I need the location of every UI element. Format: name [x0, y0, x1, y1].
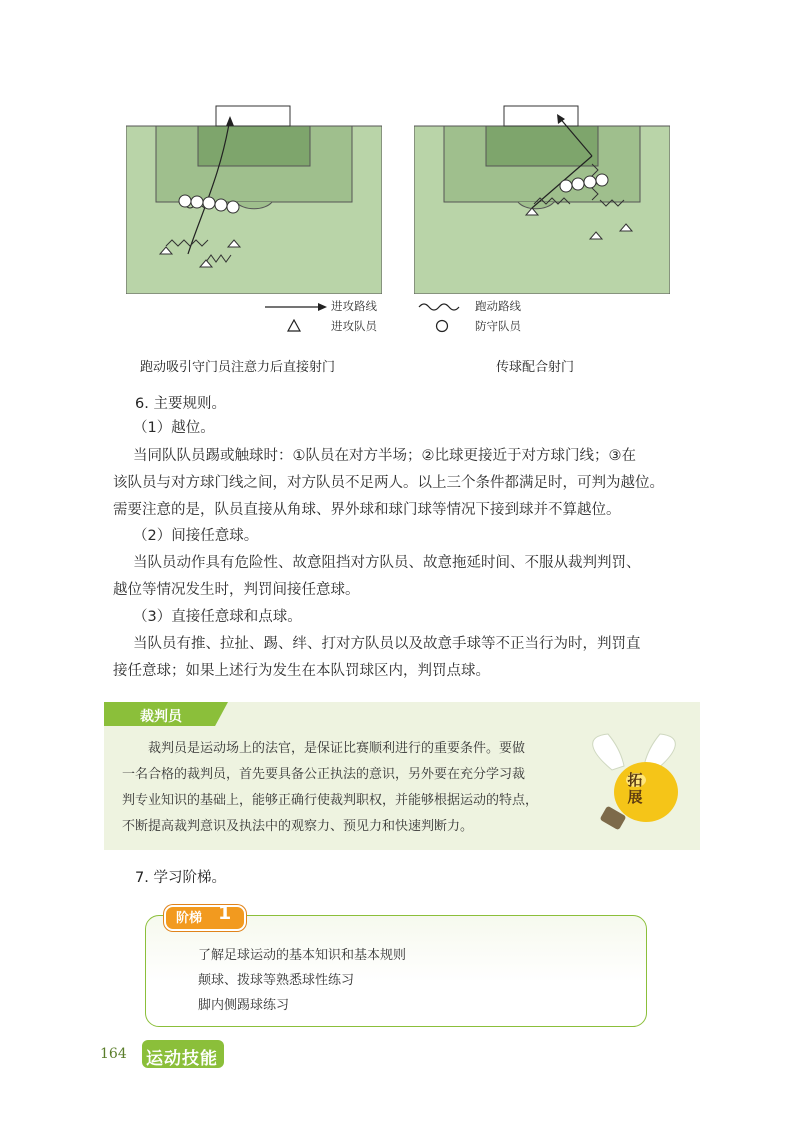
section-title: 运动技能 [146, 1049, 218, 1069]
legend-attack-route: 进攻路线 [331, 299, 377, 313]
indirect-line: 当队员动作具有危险性、故意阻挡对方队员、故意拖延时间、不服从裁判判罚、 [133, 555, 641, 571]
legend [265, 298, 565, 338]
triangle-icon [287, 319, 301, 332]
callout-line: 裁判员是运动场上的法官，是保证比赛顺利进行的重要条件。要做 [148, 741, 526, 756]
direct-line: 当队员有推、拉扯、踢、绊、打对方队员以及故意手球等不正当行为时，判罚直 [133, 636, 641, 652]
right-figure-caption: 传球配合射门 [496, 360, 575, 375]
offside-line: 需要注意的是，队员直接从角球、界外球和球门球等情况下接到球并不算越位。 [113, 502, 621, 518]
diagram-right [414, 104, 670, 294]
legend-defend-player: 防守队员 [475, 319, 521, 333]
direct-title: （3）直接任意球和点球。 [133, 609, 302, 625]
ladder-tab-number: 1 [218, 902, 232, 924]
direct-line: 接任意球；如果上述行为发生在本队罚球区内，判罚点球。 [113, 663, 490, 679]
indirect-title: （2）间接任意球。 [133, 528, 259, 544]
offside-title: （1）越位。 [133, 420, 215, 436]
rules-heading: 6. 主要规则。 [135, 396, 226, 412]
callout-tab-label: 裁判员 [140, 709, 182, 725]
indirect-line: 越位等情况发生时，判罚间接任意球。 [113, 582, 360, 598]
diagram-left [126, 104, 382, 294]
callout-line: 一名合格的裁判员，首先要具备公正执法的意识，另外要在充分学习裁 [122, 767, 526, 782]
legend-attack-player: 进攻队员 [331, 319, 377, 333]
ladder-heading: 7. 学习阶梯。 [135, 870, 226, 886]
legend-run-route: 跑动路线 [475, 299, 521, 313]
arrow-line-icon [265, 302, 327, 312]
callout-line: 不断提高裁判意识及执法中的观察力、预见力和快速判断力。 [122, 819, 474, 834]
callout-line: 判专业知识的基础上，能够正确行使裁判职权，并能够根据运动的特点， [122, 793, 539, 808]
page-number: 164 [100, 1046, 127, 1062]
circle-icon [435, 319, 449, 333]
ladder-item: 脚内侧踢球练习 [198, 998, 290, 1013]
callout-badge-text: 拓展 [627, 771, 643, 806]
ladder-tab-label: 阶梯 [176, 911, 203, 926]
ladder-item: 颠球、拨球等熟悉球性练习 [198, 973, 355, 988]
offside-line: 当同队队员踢或触球时：①队员在对方半场；②比球更接近于对方球门线；③在 [133, 448, 636, 464]
wavy-line-icon [417, 301, 465, 313]
left-figure-caption: 跑动吸引守门员注意力后直接射门 [140, 360, 336, 375]
offside-line: 该队员与对方球门线之间，对方队员不足两人。以上三个条件都满足时，可判为越位。 [113, 475, 664, 491]
ladder-item: 了解足球运动的基本知识和基本规则 [198, 948, 407, 963]
